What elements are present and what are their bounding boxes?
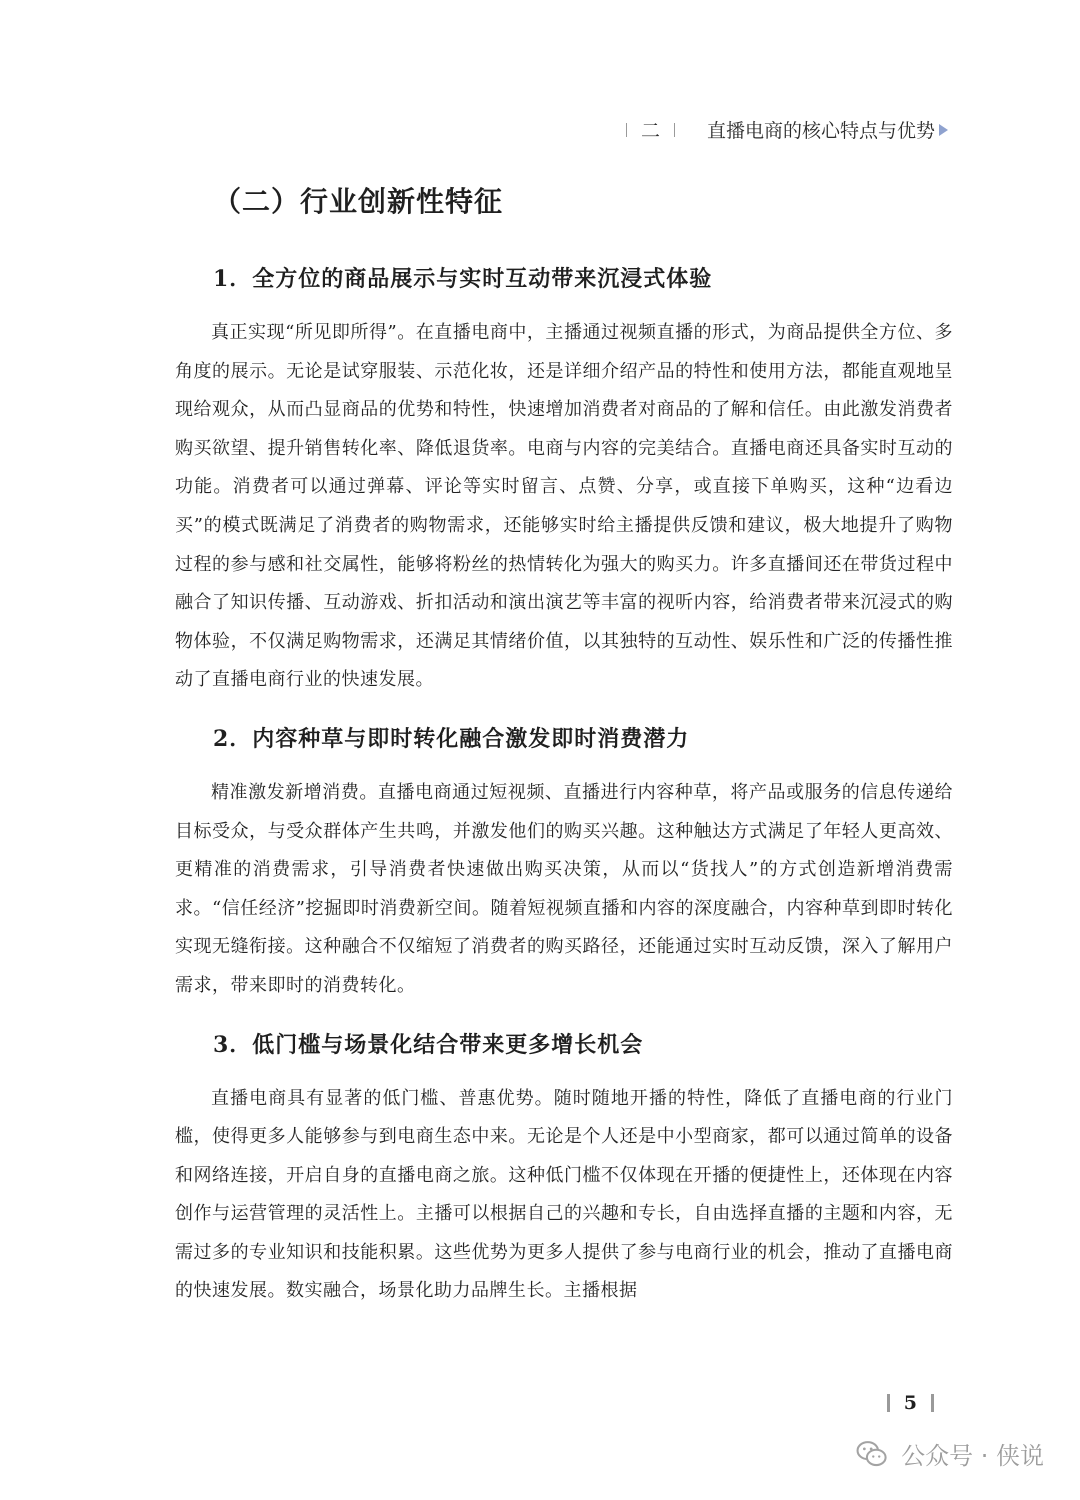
folio-divider [931, 1394, 934, 1412]
page-body [175, 180, 953, 1311]
running-header [616, 116, 948, 143]
subsection-heading-1: 1．全方位的商品展示与实时互动带来沉浸式体验 [213, 266, 713, 292]
watermark-text: 公众号 · 侠说 [901, 1442, 1044, 1470]
watermark [855, 1436, 1044, 1471]
chapter-number: 二 [640, 120, 660, 142]
folio-divider [887, 1394, 890, 1412]
wechat-icon [855, 1437, 889, 1471]
chapter-title: 直播电商的核心特点与优势 [706, 120, 935, 142]
header-divider [674, 123, 675, 137]
body-paragraph-2: 精准激发新增消费。直播电商通过短视频、直播进行内容种草，将产品或服务的信息传递给目标受众，与受众群体产生共鸣，并激发他们的购买兴趣。这种触达方式满足了年轻人更高效、更精准的消费需求，引导消费者快速做出购买决策，从而以“货找人”的方式创造新增消费需求。“信任经济”挖掘即时消费新空间。随着短视频直播和内容的深度融合，内容种草到即时转化实现无缝衔接。这种融合不仅缩短了消费者的购买路径，还能通过实时互动反馈，深入了解用户需求，带来即时的消费转化。 [175, 781, 953, 996]
section-heading: （二）行业创新性特征 [213, 185, 504, 218]
triangle-right-icon [939, 124, 948, 136]
page-number: 5 [903, 1392, 917, 1414]
header-divider [626, 123, 627, 137]
body-paragraph-3: 直播电商具有显著的低门槛、普惠优势。随时随地开播的特性，降低了直播电商的行业门槛，使得更多人能够参与到电商生态中来。无论是个人还是中小型商家，都可以通过简单的设备和网络连接，开启自身的直播电商之旅。这种低门槛不仅体现在开播的便捷性上，还体现在内容创作与运营管理的灵活性上。主播可以根据自己的兴趣和专长，自由选择直播的主题和内容，无需过多的专业知识和技能积累。这些优势为更多人提供了参与电商行业的机会，推动了直播电商的快速发展。数实融合，场景化助力品牌生长。主播根据 [175, 1087, 953, 1302]
subsection-heading-2: 2．内容种草与即时转化融合激发即时消费潜力 [213, 725, 690, 752]
page-number-block [873, 1392, 948, 1414]
body-paragraph-1: 真正实现“所见即所得”。在直播电商中，主播通过视频直播的形式，为商品提供全方位、多角度的展示。无论是试穿服装、示范化妆，还是详细介绍产品的特性和使用方法，都能直观地呈现给观众，从而凸显商品的优势和特性，快速增加消费者对商品的了解和信任。由此激发消费者购买欲望、提升销售转化率、降低退货率。电商与内容的完美结合。直播电商还具备实时互动的功能。消费者可以通过弹幕、评论等实时留言、点赞、分享，或直接下单购买，这种“边看边买”的模式既满足了消费者的购物需求，还能够实时给主播提供反馈和建议，极大地提升了购物过程的参与感和社交属性，能够将粉丝的热情转化为强大的购买力。许多直播间还在带货过程中融合了知识传播、互动游戏、折扣活动和演出演艺等丰富的视听内容，给消费者带来沉浸式的购物体验，不仅满足购物需求，还满足其情绪价值，以其独特的互动性、娱乐性和广泛的传播性推动了直播电商行业的快速发展。 [175, 322, 953, 691]
subsection-heading-3: 3．低门槛与场景化结合带来更多增长机会 [213, 1031, 644, 1058]
